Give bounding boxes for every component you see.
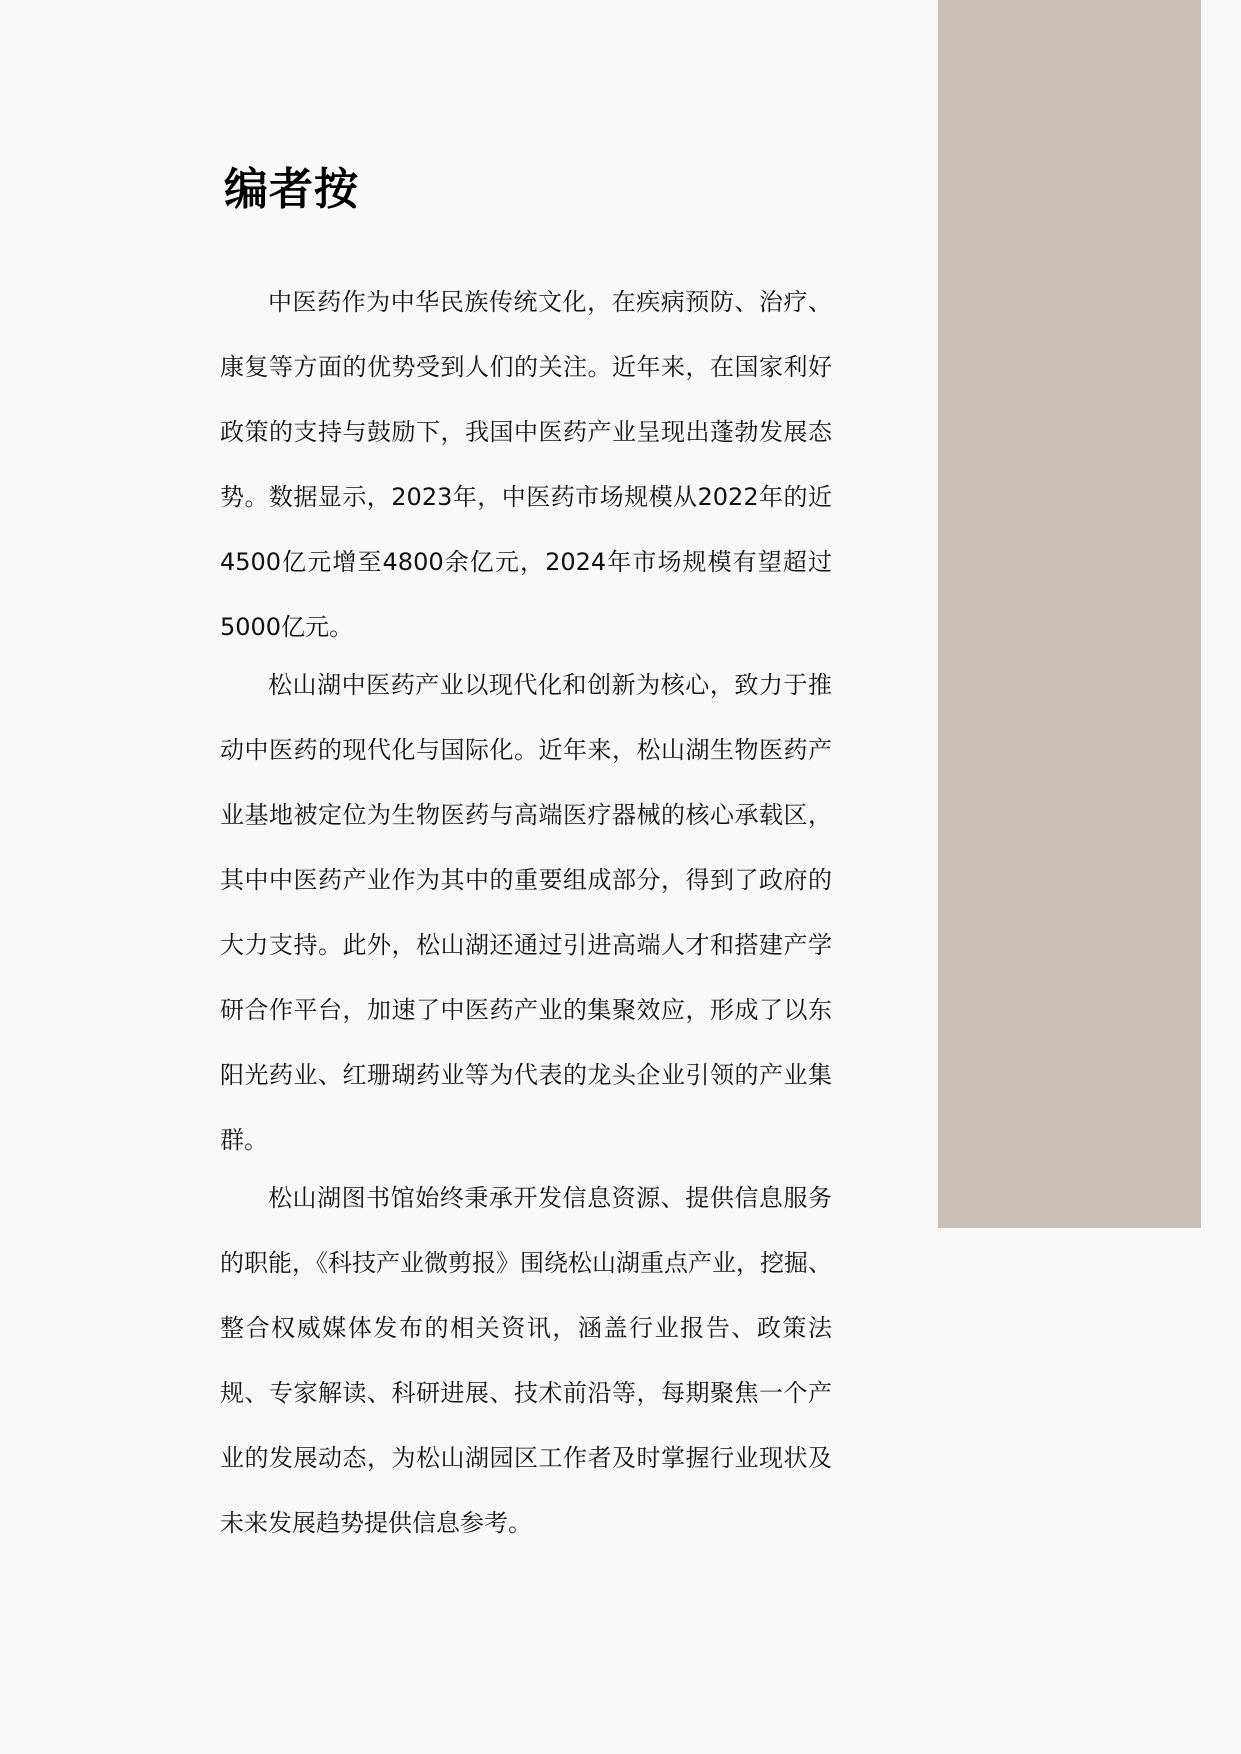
page-title: 编者按 xyxy=(224,164,359,215)
paragraph-2: 松山湖中医药产业以现代化和创新为核心，致力于推动中医药的现代化与国际化。近年来，松山湖生物医药产业基地被定位为生物医药与高端医疗器械的核心承载区，其中中医药产业作为其中的重要组成部分，得到了政府的大力支持。此外，松山湖还通过引进高端人才和搭建产学研合作平台，加速了中医药产业的集聚效应，形成了以东阳光药业、红珊瑚药业等为代表的龙头企业引领的产业集群。 xyxy=(220,671,832,1154)
paragraph-1: 中医药作为中华民族传统文化，在疾病预防、治疗、康复等方面的优势受到人们的关注。近年来，在国家利好政策的支持与鼓励下，我国中医药产业呈现出蓬勃发展态势。数据显示，2023年，中医药市场规模从2022年的近4500亿元增至4800余亿元，2024年市场规模有望超过5000亿元。 xyxy=(220,288,832,641)
decorative-side-panel xyxy=(938,0,1201,1228)
article-body xyxy=(220,270,832,1556)
paragraph-3: 松山湖图书馆始终秉承开发信息资源、提供信息服务的职能，《科技产业微剪报》围绕松山湖重点产业，挖掘、整合权威媒体发布的相关资讯，涵盖行业报告、政策法规、专家解读、科研进展、技术前沿等，每期聚焦一个产业的发展动态，为松山湖园区工作者及时掌握行业现状及未来发展趋势提供信息参考。 xyxy=(220,1184,832,1537)
